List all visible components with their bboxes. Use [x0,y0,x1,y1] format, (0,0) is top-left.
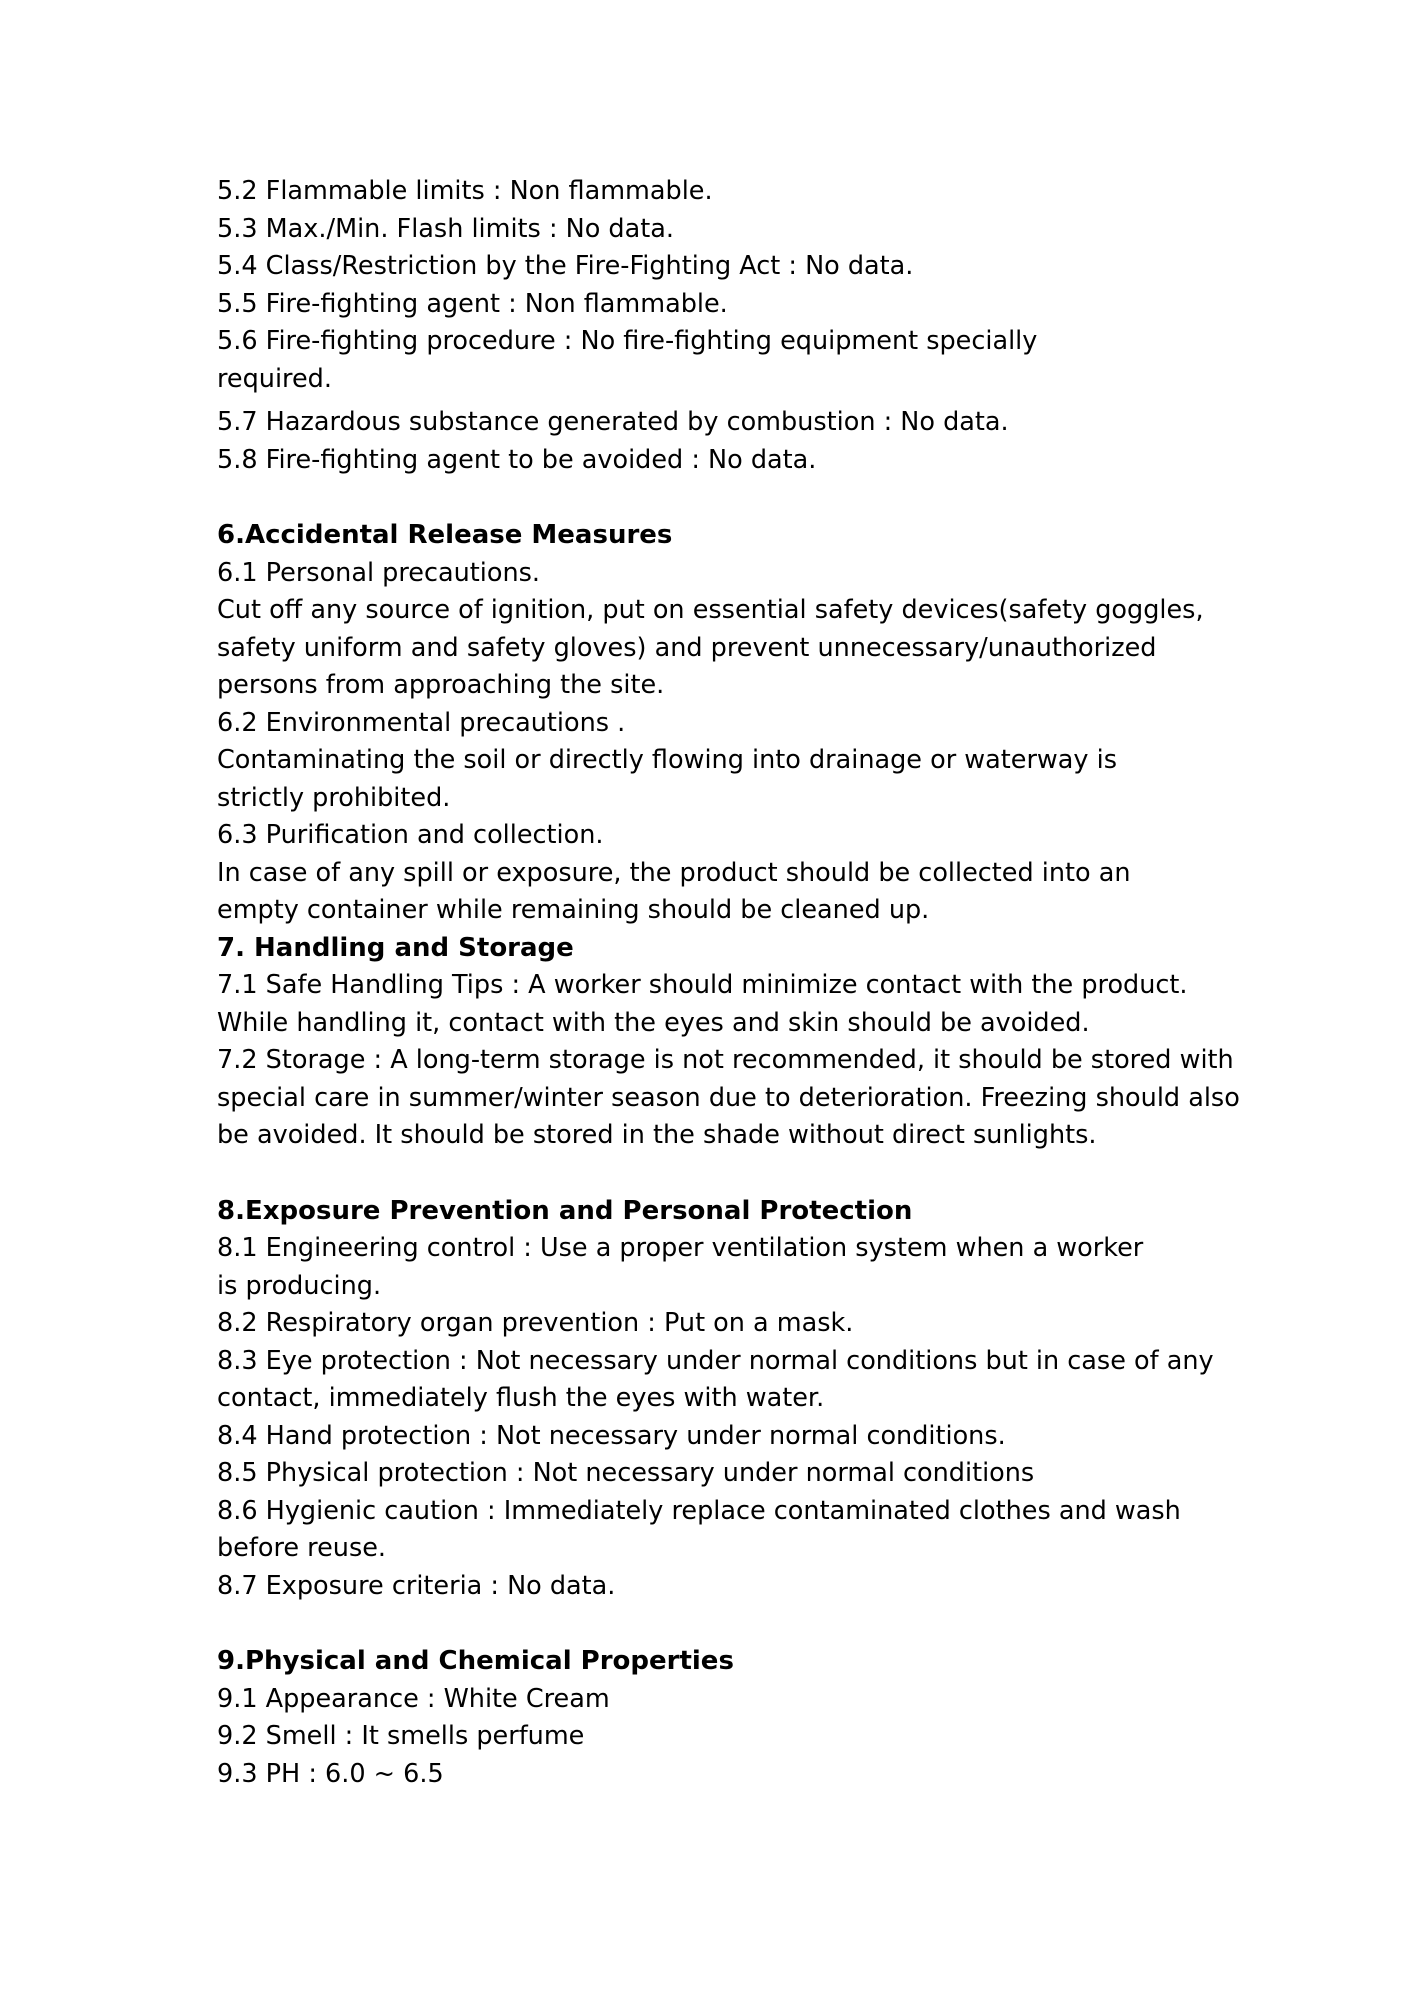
section-6-accidental-release [217,517,1217,930]
text-line: 7.1 Safe Handling Tips : A worker should minimize contact with the product. [217,970,1188,1000]
text-line: In case of any spill or exposure, the product should be collected into an [217,857,1131,888]
text-line: 5.2 Flammable limits : Non flammable. [217,176,713,206]
text-line: 8.7 Exposure criteria : No data. [217,1570,616,1601]
text-line: 5.8 Fire-fighting agent to be avoided : No data. [217,444,817,475]
text-line: 9.2 Smell : It smells perfume [217,1721,585,1751]
text-line: 5.6 Fire-fighting procedure : No fire-fighting equipment specially [217,326,1038,356]
text-line: is producing. [217,1270,382,1301]
text-line: 5.5 Fire-fighting agent : Non flammable. [217,288,728,319]
section-heading: 9.Physical and Chemical Properties [217,1646,734,1676]
text-line: strictly prohibited. [217,782,451,813]
text-line: 8.2 Respiratory organ prevention : Put on a mask. [217,1308,854,1338]
section-heading: 8.Exposure Prevention and Personal Protection [217,1195,913,1226]
text-line: 8.5 Physical protection : Not necessary under normal conditions [217,1458,1035,1488]
text-line: 9.3 PH : 6.0 ~ 6.5 [217,1758,444,1789]
section-8-exposure-prevention [217,1193,1217,1606]
section-heading: 6.Accidental Release Measures [217,520,673,550]
text-line: While handling it, contact with the eyes and skin should be avoided. [217,1007,1090,1038]
text-line: persons from approaching the site. [217,670,665,700]
document-page [217,173,1240,1793]
text-line: 8.6 Hygienic caution : Immediately replace contaminated clothes and wash [217,1495,1181,1526]
text-line: be avoided. It should be stored in the shade without direct sunlights. [217,1120,1097,1150]
text-line: 6.1 Personal precautions. [217,557,541,588]
text-line: special care in summer/winter season due to deterioration. Freezing should also [217,1082,1240,1113]
text-line: 9.1 Appearance : White Cream [217,1683,610,1714]
text-line: 8.4 Hand protection : Not necessary under normal conditions. [217,1420,1006,1451]
section-5-fire-fighting [217,173,1217,479]
text-line: 7.2 Storage : A long-term storage is not recommended, it should be stored with [217,1045,1234,1075]
text-line: before reuse. [217,1533,387,1563]
text-line: 6.3 Purification and collection. [217,820,604,850]
text-line: contact, immediately flush the eyes with water. [217,1383,825,1413]
text-line: Cut off any source of ignition, put on essential safety devices(safety goggles, [217,595,1204,625]
text-line: 5.4 Class/Restriction by the Fire-Fighting Act : No data. [217,251,914,281]
text-line: 6.2 Environmental precautions . [217,707,626,738]
text-line: 5.3 Max./Min. Flash limits : No data. [217,213,674,244]
text-line: 8.3 Eye protection : Not necessary under normal conditions but in case of any [217,1345,1214,1376]
text-line: 8.1 Engineering control : Use a proper ventilation system when a worker [217,1233,1144,1263]
section-heading: 7. Handling and Storage [217,932,574,963]
text-line: 5.7 Hazardous substance generated by combustion : No data. [217,407,1009,437]
section-9-physical-chemical-properties [217,1643,1217,1793]
text-line: Contaminating the soil or directly flowing into drainage or waterway is [217,745,1117,775]
text-line: empty container while remaining should be cleaned up. [217,895,930,925]
text-line: required. [217,363,332,394]
text-line: safety uniform and safety gloves) and prevent unnecessary/unauthorized [217,632,1157,663]
section-7-handling-storage [217,930,1240,1155]
